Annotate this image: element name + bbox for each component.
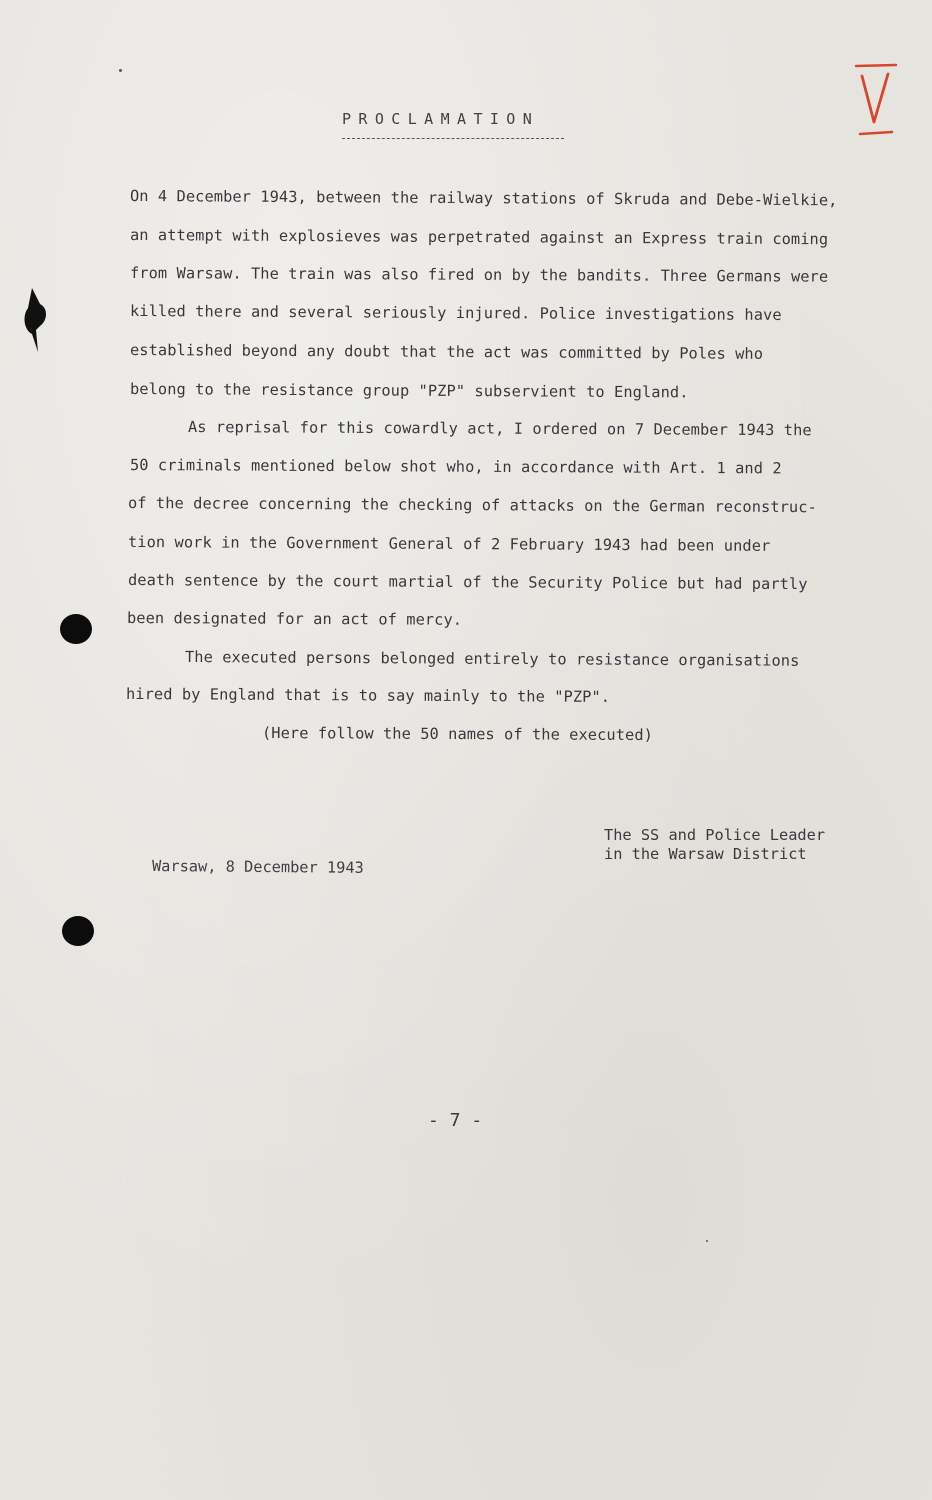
- binding-tab-icon: [18, 286, 54, 356]
- body-line: established beyond any doubt that the act was committed by Poles who: [129, 341, 764, 363]
- body-line: belong to the resistance group "PZP" subservient to England.: [129, 380, 689, 402]
- red-pencil-v-mark-icon: [852, 62, 900, 142]
- names-note: (Here follow the 50 names of the executed): [261, 724, 654, 745]
- place-date: Warsaw, 8 December 1943: [151, 857, 364, 877]
- ink-speck: [119, 69, 122, 72]
- body-line: As reprisal for this cowardly act, I ordered on 7 December 1943 the: [187, 418, 812, 440]
- body-line: death sentence by the court martial of the Security Police but had partly: [127, 571, 808, 594]
- body-line: killed there and several seriously injured. Police investigations have: [129, 302, 782, 324]
- punch-hole-upper: [60, 614, 92, 644]
- body-line: On 4 December 1943, between the railway stations of Skruda and Debe-Wielkie,: [129, 187, 838, 210]
- ink-speck: [706, 1240, 708, 1242]
- body-line: 50 criminals mentioned below shot who, in accordance with Art. 1 and 2: [129, 456, 782, 478]
- body-line: an attempt with explosieves was perpetrated against an Express train coming: [129, 226, 829, 249]
- body-line: of the decree concerning the checking of attacks on the German reconstruc-: [127, 494, 817, 517]
- body-line: The executed persons belonged entirely to resistance organisations: [184, 648, 800, 670]
- body-line: been designated for an act of mercy.: [126, 609, 463, 629]
- body-line: from Warsaw. The train was also fired on by the bandits. Three Germans were: [129, 264, 829, 286]
- title-underline: [342, 138, 564, 139]
- punch-hole-lower: [62, 916, 94, 946]
- body-line: tion work in the Government General of 2 February 1943 had been under: [127, 533, 771, 555]
- document-title: PROCLAMATION: [342, 110, 540, 128]
- signature-block: [604, 826, 825, 864]
- body-line: hired by England that is to say mainly to the "PZP".: [125, 685, 611, 706]
- signature-line-2: in the Warsaw District: [604, 845, 807, 863]
- page-number: - 7 -: [428, 1110, 483, 1131]
- signature-line-1: The SS and Police Leader: [604, 826, 826, 844]
